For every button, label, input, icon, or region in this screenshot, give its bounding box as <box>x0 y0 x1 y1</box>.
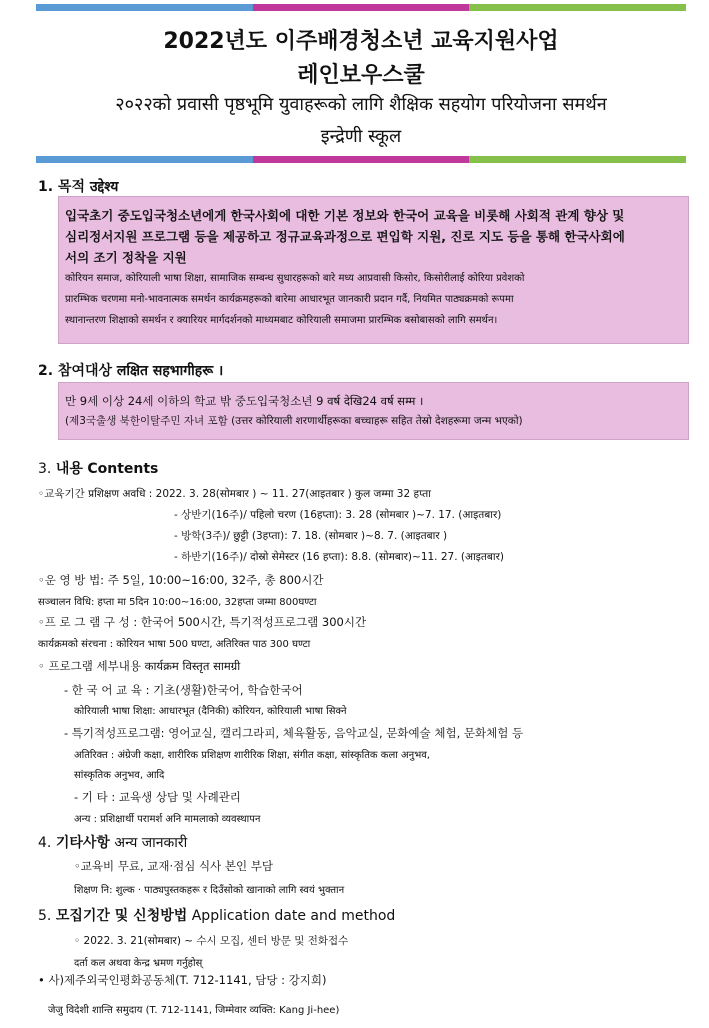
section4-title-ko: 기타사항 <box>55 835 110 851</box>
section3-title-en: Contents <box>87 461 159 477</box>
section2-heading: 2. 참여대상 लक्षित सहभागीहरू । <box>38 363 224 379</box>
section2-box <box>58 382 689 440</box>
application-ne-line: दर्ता कल अथवा केन्द्र भ्रमण गर्नुहोस् <box>74 958 203 969</box>
section5-title-en: Application date and method <box>191 908 396 924</box>
section5-heading <box>38 905 395 925</box>
special-program-ne-line1: अतिरिक्त : अंग्रेजी कक्षा, शारीरिक प्रशिक्षण शारीरिक शिक्षा, संगीत कक्षा, सांस्कृतिक कला अनुभव, <box>74 750 430 761</box>
target-line2: (제3국출생 북한이탈주민 자녀 포함 (उत्तर कोरियाली शरणार्थीहरूका बच्चाहरू सहित तेस्रो देशहरूमा जन्म भएको) <box>65 415 523 427</box>
section4-number: 4. <box>38 835 56 851</box>
contact-ne-line: जेजु विदेशी शान्ति समुदाय (T. 712-1141, जिम्मेवार व्यक्ति: Kang Ji-hee) <box>48 1005 340 1016</box>
semester1-line: - 상반기(16주)/ पहिलो चरण (16हप्ता): 3. 28 (सोमबार )~7. 17. (आइतबार) <box>174 509 502 521</box>
application-line: ◦ 2022. 3. 21(सोमबार) ~ 수시 모집, 센터 방문 및 전화접수 <box>74 935 349 947</box>
purpose-ne-line2: प्रारम्भिक चरणमा मनो-भावनात्मक समर्थन कार्यक्रमहरूको बारेमा आधारभूत जानकारी प्रदान गर्दै, नियमित पाठ्यक्रमको रूपमा <box>65 294 514 305</box>
korean-edu-line: - 한 국 어 교 육 : 기초(생활)한국어, 학습한국어 <box>64 683 303 697</box>
section3-title-ko: 내용 <box>55 461 83 477</box>
bottom-color-stripe <box>36 156 686 163</box>
section5-title-ko: 모집기간 및 신청방법 <box>55 908 188 924</box>
other-line: - 기 타 : 교육생 상담 및 사례관리 <box>74 790 241 804</box>
top-color-stripe <box>36 4 686 11</box>
section3-number: 3. <box>38 461 56 477</box>
purpose-ko-line2: 심리정서지원 프로그램 등을 제공하고 정규교육과정으로 편입학 지원, 진로 지도 등을 통해 한국사회에 <box>65 229 625 244</box>
operation-line: ◦운 영 방 법: 주 5일, 10:00~16:00, 32주, 총 800시간 <box>38 573 324 587</box>
purpose-ne-line1: कोरियन समाज, कोरियाली भाषा शिक्षा, सामाजिक सम्बन्ध सुधारहरूको बारे मध्य आप्रवासी किसोर, किसोरीलाई कोरिया प्रवेशको <box>65 273 525 284</box>
section4-heading <box>38 832 187 852</box>
special-program-ne-line2: सांस्कृतिक अनुभव, आदि <box>74 770 165 781</box>
composition-ne-line: कार्यक्रमको संरचना : कोरियन भाषा 500 घण्टा, अतिरिक्त पाठ 300 घण्टा <box>38 639 311 650</box>
section3-heading <box>38 458 158 478</box>
subtitle-korean: 레인보우스쿨 <box>297 63 425 88</box>
section5-number: 5. <box>38 908 56 924</box>
purpose-ko-line3: 서의 조기 정착을 지원 <box>65 250 187 265</box>
section4-title-ne: अन्य जानकारी <box>114 835 188 851</box>
fee-line: ◦교육비 무료, 교재·점심 식사 본인 부담 <box>74 859 274 873</box>
target-line1: 만 9세 이상 24세 이하의 학교 밖 중도입국청소년 9 वर्ष देखि24 वर्ष सम्म । <box>65 394 424 408</box>
fee-ne-line: शिक्षण नि: शुल्क · पाठ्यपुस्तकहरू र दिउँसोको खानाको लागि स्वयं भुक्तान <box>74 885 345 896</box>
section1-box <box>58 196 689 344</box>
operation-ne-line: सञ्चालन विधि: हप्ता मा 5दिन 10:00~16:00, 32हप्ता जम्मा 800घण्टा <box>38 597 317 608</box>
purpose-ne-line3: स्थानान्तरण शिक्षाको समर्थन र क्यारियर मार्गदर्शनको माध्यमबाट कोरियाली समाजमा प्रारम्भिक बसोबासको लागि समर्थन। <box>65 315 498 326</box>
semester2-line: - 하반기(16주)/ दोस्रो सेमेस्टर (16 हप्ता): 8.8. (सोमबार)~11. 27. (आइतबार) <box>174 551 504 563</box>
purpose-ko-line1: 입국초기 중도입국청소년에게 한국사회에 대한 기본 정보와 한국어 교육을 비롯해 사회적 관계 향상 및 <box>65 208 625 223</box>
section1-heading: 1. 목적 उद्देश्य <box>38 179 119 195</box>
period-line: ◦교육기간 प्रशिक्षण अवधि : 2022. 3. 28(सोमबार ) ~ 11. 27(आइतबार ) कुल जम्मा 32 हप्ता <box>38 488 432 500</box>
contact-line: • 사)제주외국인평화공동체(T. 712-1141, 담당 : 강지희) <box>38 973 327 987</box>
composition-line: ◦프 로 그 램 구 성 : 한국어 500시간, 특기적성프로그램 300시간 <box>38 615 367 629</box>
vacation-line: - 방학(3주)/ छुट्टी (3हप्ता): 7. 18. (सोमबार )~8. 7. (आइतबार ) <box>174 530 448 542</box>
title-nepali: २०२२को प्रवासी पृष्ठभूमि युवाहरूको लागि शैक्षिक सहयोग परियोजना समर्थन <box>115 94 607 115</box>
subtitle-nepali: इन्द्रेणी स्कूल <box>320 126 402 147</box>
other-ne-line: अन्य : प्रशिक्षार्थी परामर्श अनि मामलाको व्यवस्थापन <box>74 814 261 825</box>
korean-edu-ne-line: कोरियाली भाषा शिक्षा: आधारभूत (दैनिकी) कोरियन, कोरियाली भाषा सिक्ने <box>74 706 347 717</box>
special-program-line: - 특기적성프로그램: 영어교실, 캘리그라피, 체육활동, 음악교실, 문화예술 체험, 문화체험 등 <box>64 726 524 740</box>
details-line: ◦ 프로그램 세부내용 कार्यक्रम विस्तृत सामग्री <box>38 659 241 673</box>
title-korean: 2022년도 이주배경청소년 교육지원사업 <box>163 29 559 54</box>
